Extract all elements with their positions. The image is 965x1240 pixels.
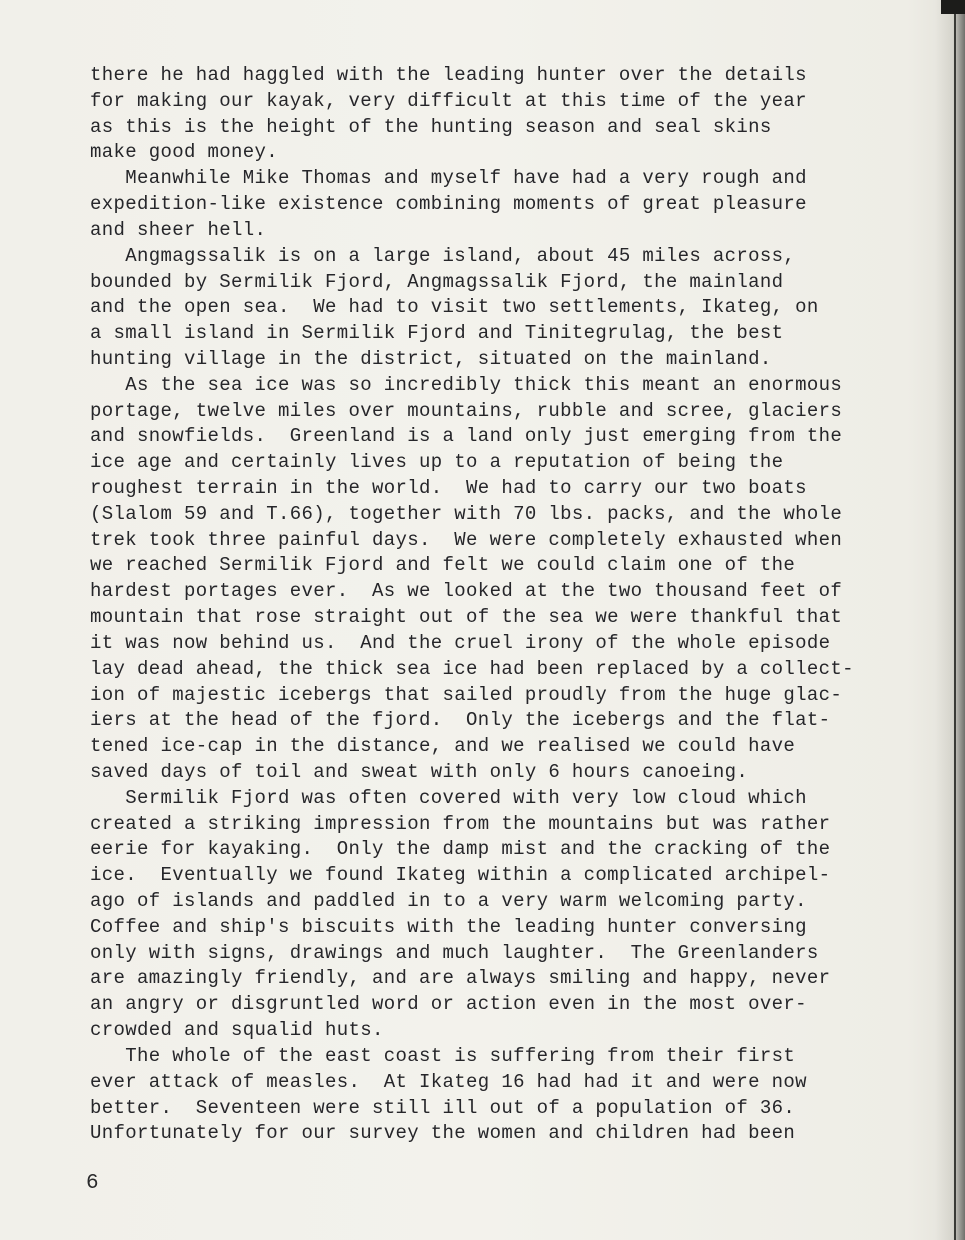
text-line: ice. Eventually we found Ikateg within a complicated archipel- [90,864,831,887]
binding-edge-shadow [935,0,965,1240]
text-line: hunting village in the district, situated on the mainland. [90,347,772,370]
text-line: Sermilik Fjord was often covered with very low cloud which [90,786,807,809]
text-line: and sheer hell. [90,218,267,241]
text-line: hardest portages ever. As we looked at the two thousand feet of [90,580,843,603]
text-line: an angry or disgruntled word or action even in the most over- [90,993,807,1016]
text-line: iers at the head of the fjord. Only the icebergs and the flat- [90,709,831,732]
text-line: as this is the height of the hunting season and seal skins [90,115,772,138]
text-line: As the sea ice was so incredibly thick this meant an enormous [90,373,843,396]
text-line: lay dead ahead, the thick sea ice had been replaced by a collect- [90,657,854,680]
text-line: saved days of toil and sweat with only 6 hours canoeing. [90,760,749,783]
text-line: and snowfields. Greenland is a land only just emerging from the [90,425,843,448]
text-line: Coffee and ship's biscuits with the leading hunter conversing [90,915,807,938]
text-line: trek took three painful days. We were completely exhausted when [90,528,843,551]
text-line: bounded by Sermilik Fjord, Angmagssalik Fjord, the mainland [90,270,784,293]
text-line: (Slalom 59 and T.66), together with 70 lbs. packs, and the whole [90,502,843,525]
text-line: for making our kayak, very difficult at this time of the year [90,89,807,112]
corner-mark [941,0,965,14]
text-line: better. Seventeen were still ill out of a population of 36. [90,1096,796,1119]
text-line: ion of majestic icebergs that sailed proudly from the huge glac- [90,683,843,706]
text-line: Meanwhile Mike Thomas and myself have had a very rough and [90,167,807,190]
text-line: and the open sea. We had to visit two settlements, Ikateg, on [90,296,819,319]
text-line: a small island in Sermilik Fjord and Tinitegrulag, the best [90,322,784,345]
text-line: eerie for kayaking. Only the damp mist and the cracking of the [90,838,831,861]
text-line: created a striking impression from the mountains but was rather [90,812,831,835]
text-line: crowded and squalid huts. [90,1019,384,1042]
body-text [90,63,930,1147]
text-line: mountain that rose straight out of the sea we were thankful that [90,606,843,629]
text-line: there he had haggled with the leading hunter over the details [90,64,807,86]
text-line: it was now behind us. And the cruel irony of the whole episode [90,631,831,654]
text-line: expedition-like existence combining moments of great pleasure [90,193,807,216]
text-line: roughest terrain in the world. We had to carry our two boats [90,477,807,499]
text-line: Unfortunately for our survey the women and children had been [90,1122,796,1145]
text-line: ago of islands and paddled in to a very warm welcoming party. [90,890,807,912]
text-line: we reached Sermilik Fjord and felt we could claim one of the [90,554,796,577]
text-line: Angmagssalik is on a large island, about 45 miles across, [90,244,796,267]
text-line: ever attack of measles. At Ikateg 16 had had it and were now [90,1070,807,1093]
text-line: ice age and certainly lives up to a reputation of being the [90,451,784,474]
text-line: portage, twelve miles over mountains, rubble and scree, glaciers [90,399,843,422]
text-line: The whole of the east coast is suffering from their first [90,1044,796,1067]
text-line: tened ice-cap in the distance, and we realised we could have [90,735,796,758]
binding-edge-line [954,0,956,1240]
text-line: only with signs, drawings and much laughter. The Greenlanders [90,941,819,964]
text-line: make good money. [90,141,279,164]
text-line: are amazingly friendly, and are always smiling and happy, never [90,967,831,990]
page-number: 6 [86,1172,99,1195]
